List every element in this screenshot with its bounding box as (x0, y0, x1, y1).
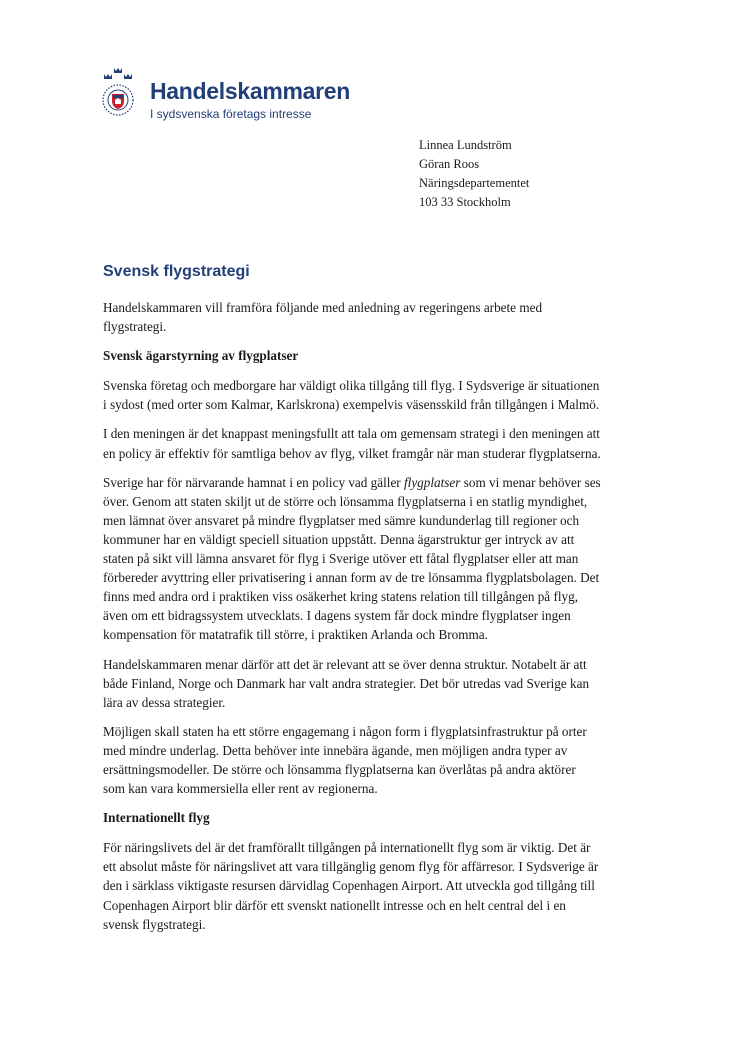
document-body (103, 298, 655, 944)
paragraph-state-engagement: Möjligen skall staten ha ett större engagemang i någon form i flygplatsinfrastruktur på orter med mindre underlag. Detta behöver inte innebära ägande, men möjligen andra typer av ersättningsmodeller. De större och lönsamma flygplatserna kan överlåtas på andra aktörer som kan vara kommersiella eller rent av regionerna. (103, 723, 587, 797)
paragraph-access-differences: Svenska företag och medborgare har väldigt olika tillgång till flyg. I Sydsverige är situationen i sydost (med orter som Kalmar, Karlskrona) exempelvis väsensskild från tillgången i Malmö. (103, 378, 600, 413)
paragraph-airport-policy: Sverige har för närvarande hamnat i en policy vad gäller flygplatser som vi menar behöver ses över. Genom att staten skiljt ut de större och lönsamma flygplatserna i en statlig myndighet, men lämnat över ansvaret på mindre flygplatser med sämre kundunderlag till regioner och kommuner har en väldigt speciell situation uppstått. Denna ägarstruktur ger intryck av att staten på sikt vill lämna ansvaret för flyg i Sverige utöver ett fåtal flygplatser eller att man förbereder avyttring eller privatisering i annan form av de tre lönsamma flygplatsbolagen. Det finns med andra ord i praktiken viss osäkerhet kring statens relation till tillgången på flyg, även om ett bidragssystem utvecklats. I dagens system får dock mindre flygplatser ingen kompensation för matatrafik till större, i praktiken Arlanda och Bromma. (103, 474, 601, 643)
intro-paragraph: Handelskammaren vill framföra följande med anledning av regeringens arbete med flygstrategi. (103, 300, 543, 335)
logo-name: Handelskammaren (150, 78, 351, 104)
section-heading-ownership: Svensk ägarstyrning av flygplatser (103, 348, 299, 364)
section-heading-international: Internationellt flyg (103, 810, 210, 826)
document-title: Svensk flygstrategi (103, 263, 250, 280)
recipient-name-1: Linnea Lundström (419, 138, 512, 152)
recipient-address (419, 136, 529, 212)
paragraph-common-strategy: I den meningen är det knappast meningsfullt att tala om gemensam strategi i den meningen att en policy är effektiv för samtliga behov av flyg, vilket framgår när man studerar flygplatserna. (103, 426, 601, 461)
emphasis-flygplatser: flygplatser (404, 474, 461, 490)
paragraph-international-flights: För näringslivets del är det framförallt tillgången på internationellt flyg som är viktig. Det är ett absolut måste för näringslivet att vara tillgänglig genom flyg för affärresor. I Sydsverige är den i särklass viktigaste resursen därvidlag Copenhagen Airport. Att utveckla god tillgång till Copenhagen Airport blir därför ett svenskt nationellt intresse och en helt central del i en svensk flygstrategi. (103, 840, 599, 932)
handelskammaren-emblem-icon (100, 66, 144, 126)
recipient-department: Näringsdepartementet (419, 176, 530, 190)
paragraph-review-structure: Handelskammaren menar därför att det är relevant att se över denna struktur. Notabelt är att både Finland, Norge och Danmark har valt andra strategier. Det bör utredas vad Sverige kan lära av dessa strategier. (103, 656, 590, 710)
recipient-postal-address: 103 33 Stockholm (419, 195, 511, 209)
company-logo (100, 66, 351, 128)
logo-tagline: I sydsvenska företags intresse (150, 107, 312, 121)
recipient-name-2: Göran Roos (419, 157, 480, 171)
